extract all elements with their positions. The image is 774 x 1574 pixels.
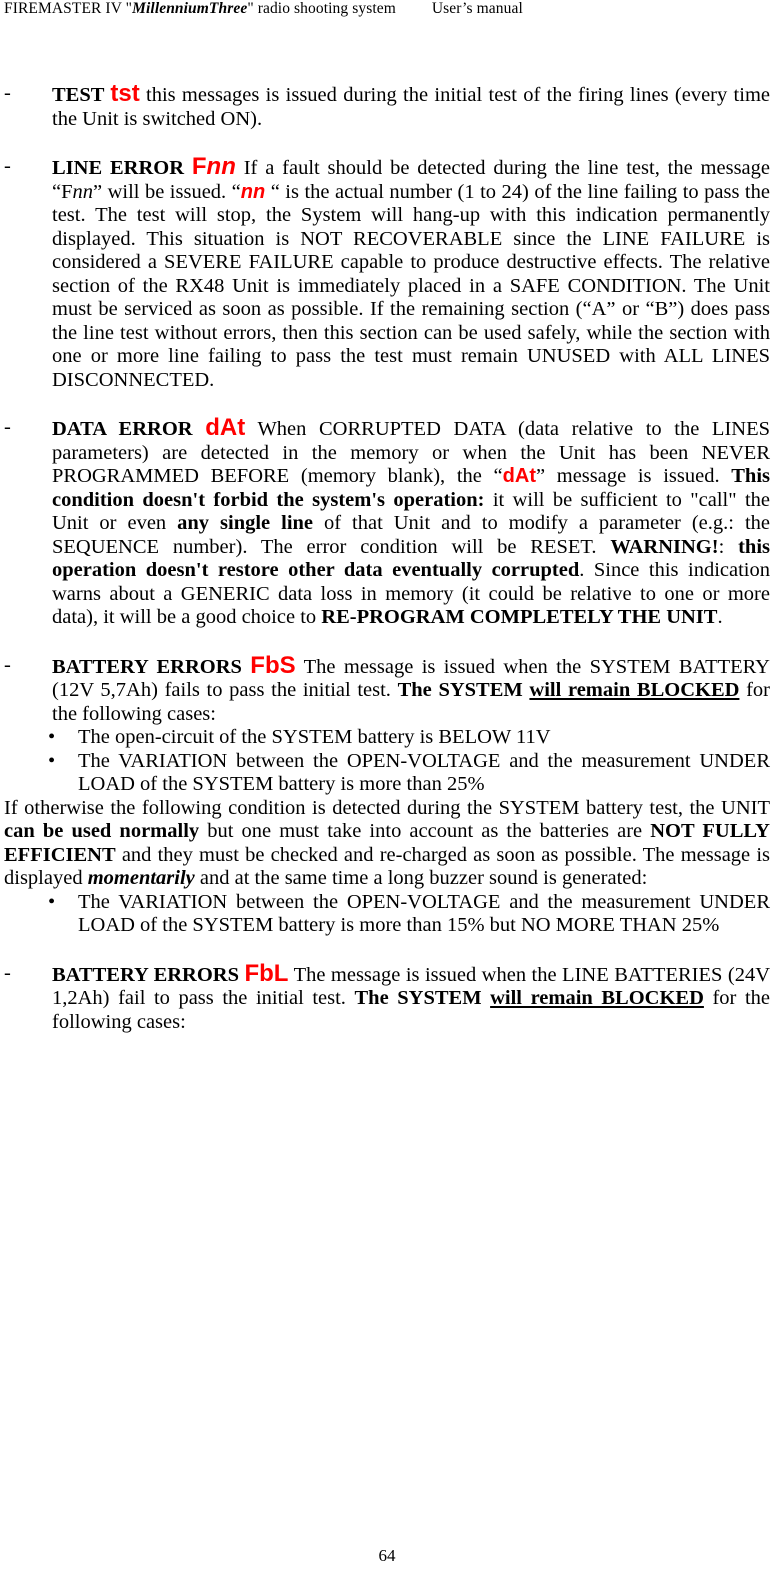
display-code: F [191, 153, 207, 180]
display-code-nn: nn [206, 153, 236, 180]
item-text-italic: nn [72, 180, 93, 203]
page-header [4, 0, 523, 18]
paragraph [4, 797, 770, 891]
item-text: . Since this indication warns about a GENERIC data loss in memory (it could be relative to one or more data), it will be a good choice to [52, 559, 770, 628]
item-line-error [4, 155, 770, 392]
paragraph-bold: NOT FULLY EFFICIENT [4, 820, 770, 866]
paragraph-text: but one must take into account as the batteries are [199, 820, 651, 842]
paragraph-text: and at the same time a long buzzer sound is generated: [194, 867, 648, 889]
item-label: BATTERY ERRORS [52, 655, 251, 678]
item-text-bold: WARNING! [610, 535, 719, 558]
list-dash: - [4, 961, 11, 984]
list-dash: - [4, 653, 11, 676]
item-label: BATTERY ERRORS [52, 963, 245, 986]
item-text-bold: this operation doesn't restore other data eventually corrupted [52, 535, 770, 581]
paragraph-bold-italic: momentarily [87, 867, 195, 889]
item-text-bold-underline: will remain BLOCKED [529, 679, 740, 701]
paragraph-text: If otherwise the following condition is detected during the SYSTEM battery test, the UNIT [4, 796, 770, 819]
list-item [4, 891, 770, 938]
item-text-bold: The SYSTEM [354, 987, 491, 1009]
item-text-bold: The SYSTEM [397, 679, 530, 701]
item-text: If a fault should be detected during the line test, the message “F [52, 157, 770, 203]
paragraph-bold: can be used normally [4, 820, 200, 842]
item-text: it will be sufficient to "call" the Unit or even [52, 488, 770, 534]
item-battery-fbs [4, 651, 770, 727]
item-text: for the following cases: [52, 679, 770, 725]
list-item [4, 750, 770, 797]
page-number: 64 [378, 1546, 396, 1565]
display-code-nn: nn [240, 180, 266, 203]
header-product-suffix: " radio shooting system [247, 0, 396, 17]
item-text-bold-underline: will remain BLOCKED [490, 987, 704, 1009]
bullet-icon: • [48, 890, 56, 913]
header-product: FIREMASTER IV " [4, 0, 133, 17]
paragraph-text: and they must be checked and re-charged as soon as possible. The message is displayed [4, 843, 770, 889]
bullet-icon: • [48, 749, 56, 772]
item-text-bold: This condition doesn't forbid the system's operation: [52, 465, 770, 511]
display-code: tst [110, 80, 140, 107]
item-label: DATA ERROR [52, 418, 206, 440]
display-code: FbL [244, 959, 289, 987]
item-text: ” message is issued. [535, 465, 732, 487]
item-text: . [717, 606, 723, 628]
item-text: “ is the actual number (1 to 24) of the line failing to pass the test. The test will stop, the System will hang-up with this indication permanently displayed. This situation is NOT RECOVERABLE since the LINE FAILURE is considered a SEVERE FAILURE capable to produce destructive effects. The relative section of the RX48 Unit is immediately placed in a SAFE CONDITION. The Unit must be serviced as soon as possible. If the remaining section (“A” or “B”) does pass the line test without errors, then this section can be used safely, while the section with one or more line failing to pass the test must remain UNUSED with ALL LINES DISCONNECTED. [52, 180, 770, 391]
list-item [4, 726, 770, 750]
display-code: dAt [502, 465, 536, 487]
item-label: LINE ERROR [52, 157, 192, 179]
display-code: dAt [205, 414, 246, 441]
item-text: ” will be issued. “ [93, 180, 241, 203]
list-dash: - [4, 416, 11, 438]
list-dash: - [4, 82, 11, 104]
item-text: : [718, 535, 739, 558]
header-doc-type: User’s manual [431, 0, 523, 17]
bullet-icon: • [48, 726, 56, 748]
item-text: The message is issued when the SYSTEM BATTERY (12V 5,7Ah) fails to pass the initial test. [52, 655, 770, 701]
item-battery-fbl [4, 959, 770, 1035]
header-brand: MillenniumThree [132, 0, 248, 17]
item-text: of that Unit and to modify a parameter (e.g.: the SEQUENCE number). The error condition will be RESET. [52, 512, 770, 558]
item-text-bold: RE-PROGRAM COMPLETELY THE UNIT [321, 606, 718, 628]
list-item-text: The open-circuit of the SYSTEM battery is BELOW 11V [78, 726, 551, 748]
display-code: FbS [250, 651, 296, 679]
item-data-error [4, 416, 770, 630]
item-label: TEST [52, 84, 111, 106]
list-item-text: The VARIATION between the OPEN-VOLTAGE and the measurement UNDER LOAD of the SYSTEM battery is more than 15% but NO MORE THAN 25% [78, 890, 770, 936]
item-text: The message is issued when the LINE BATTERIES (24V 1,2Ah) fail to pass the initial test. [52, 963, 770, 1009]
item-text-bold: any single line [177, 512, 314, 534]
list-item-text: The VARIATION between the OPEN-VOLTAGE and the measurement UNDER LOAD of the SYSTEM battery is more than 25% [78, 749, 770, 795]
item-text: When CORRUPTED DATA (data relative to the LINES parameters) are detected in the memory or when the Unit has been NEVER PROGRAMMED BEFORE (memory blank), the “ [52, 418, 771, 487]
item-text: this messages is issued during the initial test of the firing lines (every time the Unit is switched ON). [52, 84, 770, 130]
item-text: for the following cases: [52, 987, 770, 1033]
item-test [4, 82, 770, 131]
page-content [4, 82, 770, 1034]
list-dash: - [4, 155, 11, 177]
